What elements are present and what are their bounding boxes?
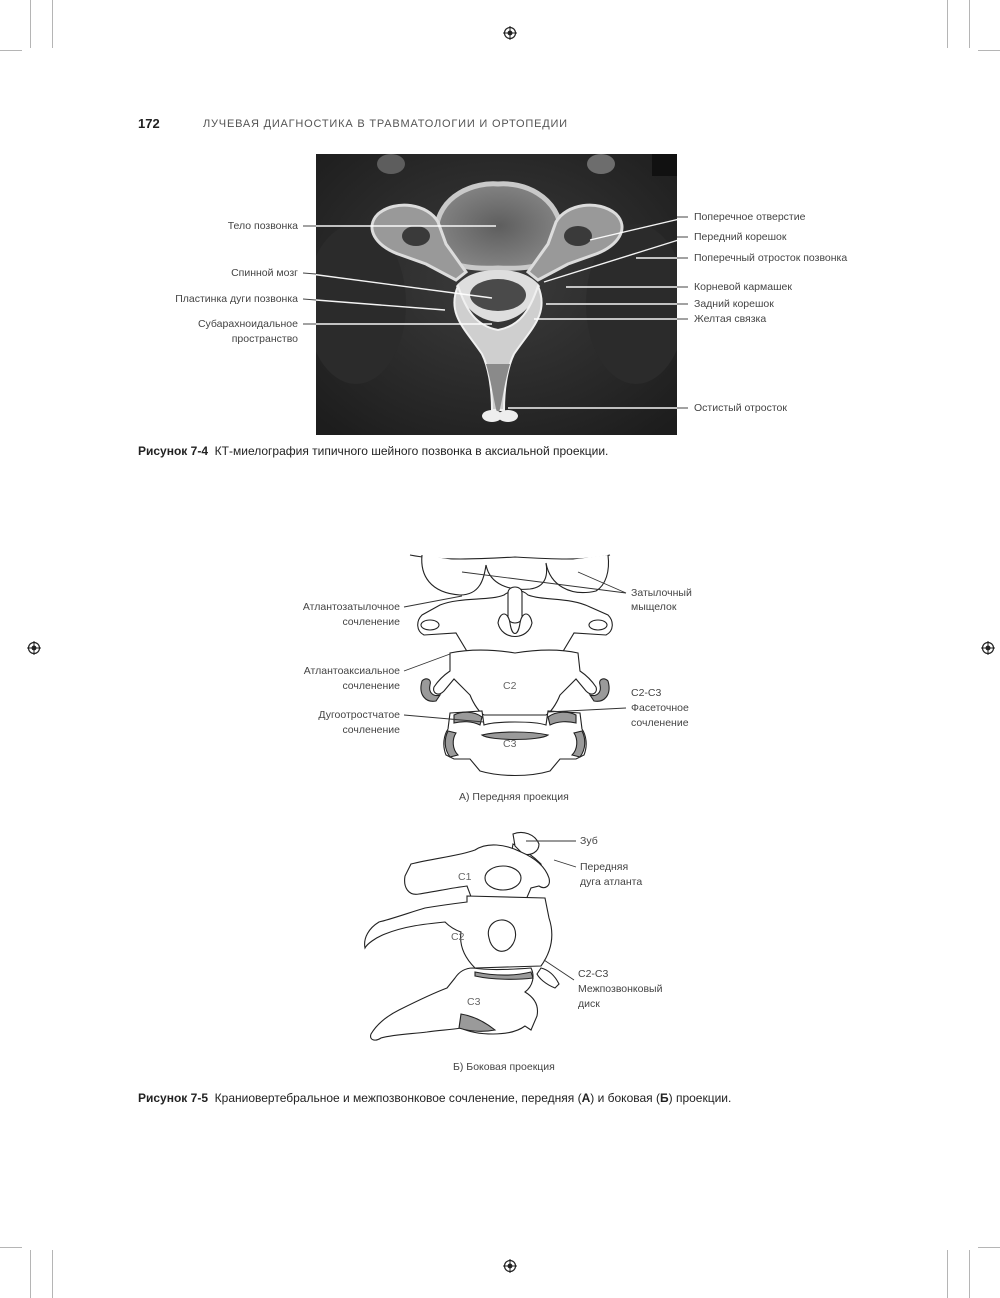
label-lamina: Пластинка дуги позвонка: [175, 293, 298, 305]
label-anterior-arch-2: дуга атланта: [580, 876, 643, 888]
caption-text-2: ) и боковая (: [590, 1091, 660, 1105]
label-c2c3-b: С2-С3: [578, 968, 609, 980]
subcaption-lateral: Б) Боковая проекция: [453, 1061, 555, 1073]
label-subarachnoid-2: пространство: [231, 333, 298, 345]
label-atlanto-axial-2: сочленение: [342, 680, 400, 692]
label-facet-a: Фасеточное: [631, 702, 689, 714]
vertebra-label-c1: С1: [458, 871, 472, 883]
caption-number: Рисунок 7-5: [138, 1091, 208, 1105]
crop-mark: [978, 1247, 1000, 1248]
label-occipital-condyle-1: Затылочный: [631, 587, 692, 599]
figure-7-5-caption: [138, 1091, 731, 1105]
caption-text: КТ-миелография типичного шейного позвонка в аксиальной проекции.: [214, 444, 609, 458]
label-transverse-process: Поперечный отросток позвонка: [694, 252, 848, 264]
vertebra-label-c3-lateral: С3: [467, 996, 481, 1008]
vertebra-label-c3: С3: [503, 738, 517, 750]
label-spinal-cord: Спинной мозг: [231, 267, 298, 279]
label-c2c3-a: С2-С3: [631, 687, 662, 699]
caption-text-1: Краниовертебральное и межпозвонковое сочленение, передняя (: [214, 1091, 582, 1105]
label-disc-1: Межпозвонковый: [578, 983, 663, 995]
label-anterior-root: Передний корешок: [694, 231, 787, 243]
label-facet-joint-1: Дугоотростчатое: [318, 709, 400, 721]
label-dens: Зуб: [580, 835, 598, 847]
caption-bold-b: Б: [659, 1091, 669, 1105]
label-atlanto-occipital-2: сочленение: [342, 616, 400, 628]
registration-mark-icon: [503, 1259, 517, 1273]
label-joint-a: сочленение: [631, 717, 689, 729]
label-facet-joint-2: сочленение: [342, 724, 400, 736]
crop-mark: [969, 1250, 970, 1298]
label-ligamentum-flavum: Желтая связка: [694, 313, 767, 325]
crop-mark: [52, 1250, 53, 1298]
crop-mark: [0, 1247, 22, 1248]
caption-bold-a: А: [581, 1091, 591, 1105]
label-posterior-root: Задний корешок: [694, 298, 774, 310]
label-subarachnoid-1: Субарахноидальное: [197, 318, 298, 330]
label-occipital-condyle-2: мыщелок: [631, 601, 677, 613]
crop-mark: [30, 1250, 31, 1298]
page-number: 172: [138, 116, 160, 131]
caption-text-3: ) проекции.: [668, 1091, 732, 1105]
label-vertebral-body: Тело позвонка: [227, 220, 298, 232]
label-root-sleeve: Корневой кармашек: [694, 281, 792, 293]
label-transverse-foramen: Поперечное отверстие: [694, 211, 806, 223]
label-anterior-arch-1: Передняя: [580, 861, 629, 873]
label-spinous-process: Остистый отросток: [694, 402, 787, 414]
label-atlanto-occipital-1: Атлантозатылочное: [302, 601, 400, 613]
vertebra-label-c2-lateral: С2: [451, 931, 465, 943]
fig-7-5b-leader-lines: [0, 820, 1000, 1060]
label-disc-2: диск: [578, 998, 600, 1010]
vertebra-label-c2: С2: [503, 680, 517, 692]
crop-mark: [947, 1250, 948, 1298]
running-title: ЛУЧЕВАЯ ДИАГНОСТИКА В ТРАВМАТОЛОГИИ И ОРТОПЕДИИ: [203, 118, 568, 130]
subcaption-anterior: А) Передняя проекция: [459, 791, 569, 803]
label-atlanto-axial-1: Атлантоаксиальное: [303, 665, 400, 677]
caption-number: Рисунок 7-4: [138, 444, 208, 458]
